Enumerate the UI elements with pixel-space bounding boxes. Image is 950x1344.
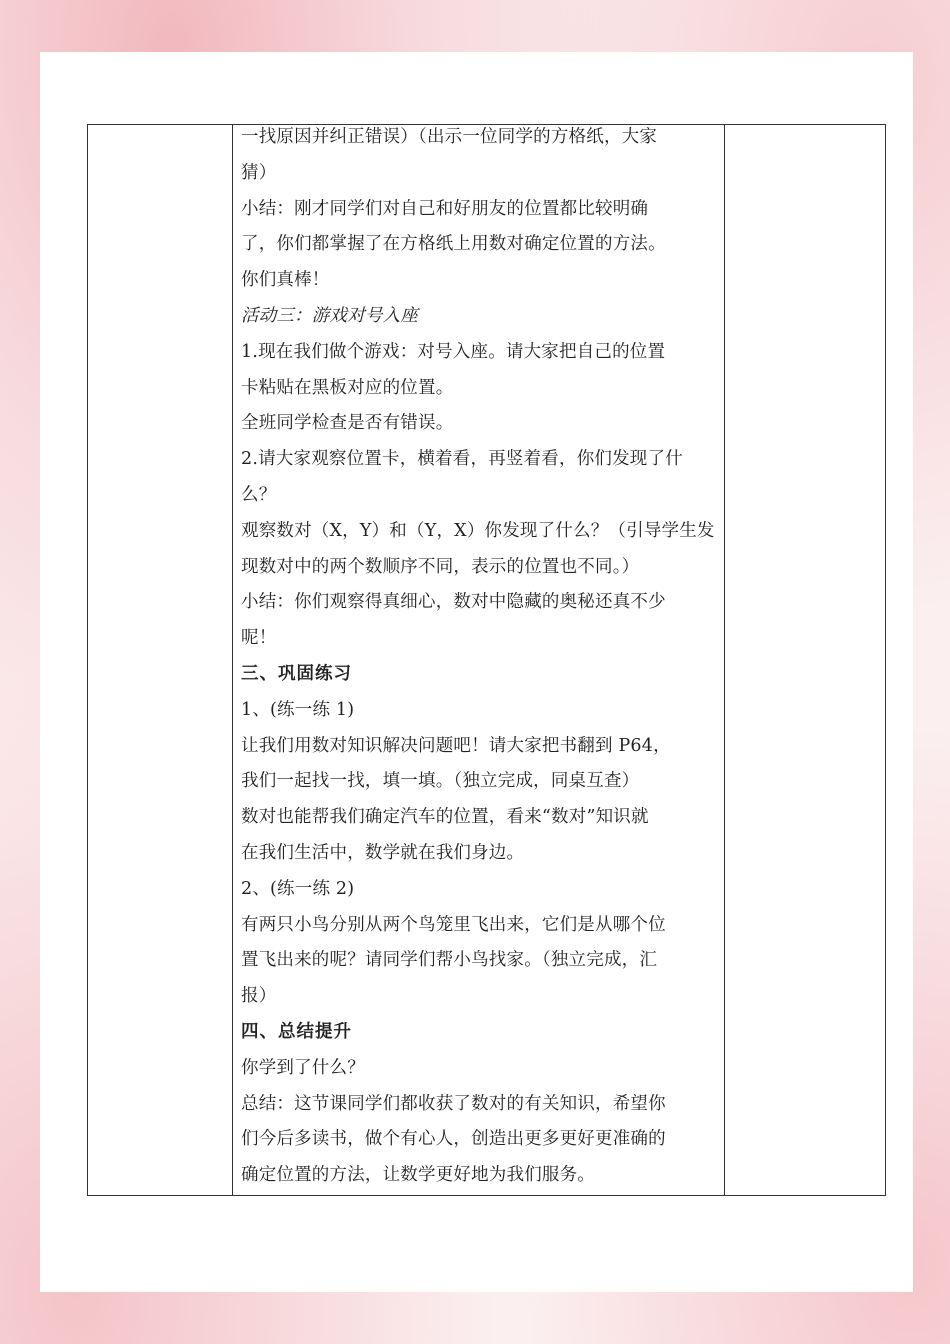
text-line: 卡粘贴在黑板对应的位置。 bbox=[241, 377, 454, 398]
text-line: 报） bbox=[241, 986, 277, 1007]
lesson-plan-table bbox=[87, 124, 886, 1196]
text-line: 1.现在我们做个游戏：对号入座。请大家把自己的位置 bbox=[241, 341, 666, 362]
table-row bbox=[88, 125, 886, 1196]
section-heading: 四、总结提升 bbox=[241, 1021, 352, 1042]
text-line: 你们真棒！ bbox=[241, 270, 330, 291]
text-line: 小结：你们观察得真细心，数对中隐藏的奥秘还真不少 bbox=[241, 592, 666, 613]
text-line: 让我们用数对知识解决问题吧！请大家把书翻到 P64， bbox=[241, 735, 671, 756]
text-line: 观察数对（X，Y）和（Y，X）你发现了什么？（引导学生发 bbox=[241, 520, 715, 541]
text-line: 在我们生活中，数学就在我们身边。 bbox=[241, 842, 525, 863]
text-line: 有两只小鸟分别从两个鸟笼里飞出来，它们是从哪个位 bbox=[241, 914, 666, 935]
text-line: 了，你们都掌握了在方格纸上用数对确定位置的方法。 bbox=[241, 234, 666, 255]
text-line: 你学到了什么？ bbox=[241, 1057, 365, 1078]
text-line: 猜） bbox=[241, 162, 277, 183]
content-column-cell bbox=[233, 125, 725, 1196]
text-line: 么？ bbox=[241, 484, 277, 505]
text-line: 小结：刚才同学们对自己和好朋友的位置都比较明确 bbox=[241, 198, 649, 219]
text-line: 置飞出来的呢？请同学们帮小鸟找家。（独立完成，汇 bbox=[241, 950, 658, 971]
lesson-content bbox=[241, 120, 716, 1194]
activity-title: 活动三：游戏对号入座 bbox=[241, 305, 418, 326]
left-column-cell bbox=[88, 125, 233, 1196]
text-line: 数对也能帮我们确定汽车的位置，看来“数对”知识就 bbox=[241, 807, 649, 828]
text-line: 呢！ bbox=[241, 628, 277, 649]
text-line: 一找原因并纠正错误）（出示一位同学的方格纸，大家 bbox=[241, 127, 658, 147]
text-line: 们今后多读书，做个有心人，创造出更多更好更准确的 bbox=[241, 1129, 666, 1150]
text-line: 2.请大家观察位置卡，横着看，再竖着看，你们发现了什 bbox=[241, 449, 683, 470]
text-line: 全班同学检查是否有错误。 bbox=[241, 413, 454, 434]
text-line: 现数对中的两个数顺序不同，表示的位置也不同。） bbox=[241, 556, 640, 577]
text-line: 1、(练一练 1) bbox=[241, 699, 355, 720]
right-column-cell bbox=[725, 125, 886, 1196]
text-line: 总结：这节课同学们都收获了数对的有关知识，希望你 bbox=[241, 1093, 666, 1114]
text-line: 2、(练一练 2) bbox=[241, 878, 355, 899]
text-line: 我们一起找一找，填一填。（独立完成，同桌互查） bbox=[241, 771, 640, 792]
section-heading: 三、巩固练习 bbox=[241, 663, 352, 684]
text-line: 确定位置的方法，让数学更好地为我们服务。 bbox=[241, 1165, 595, 1186]
